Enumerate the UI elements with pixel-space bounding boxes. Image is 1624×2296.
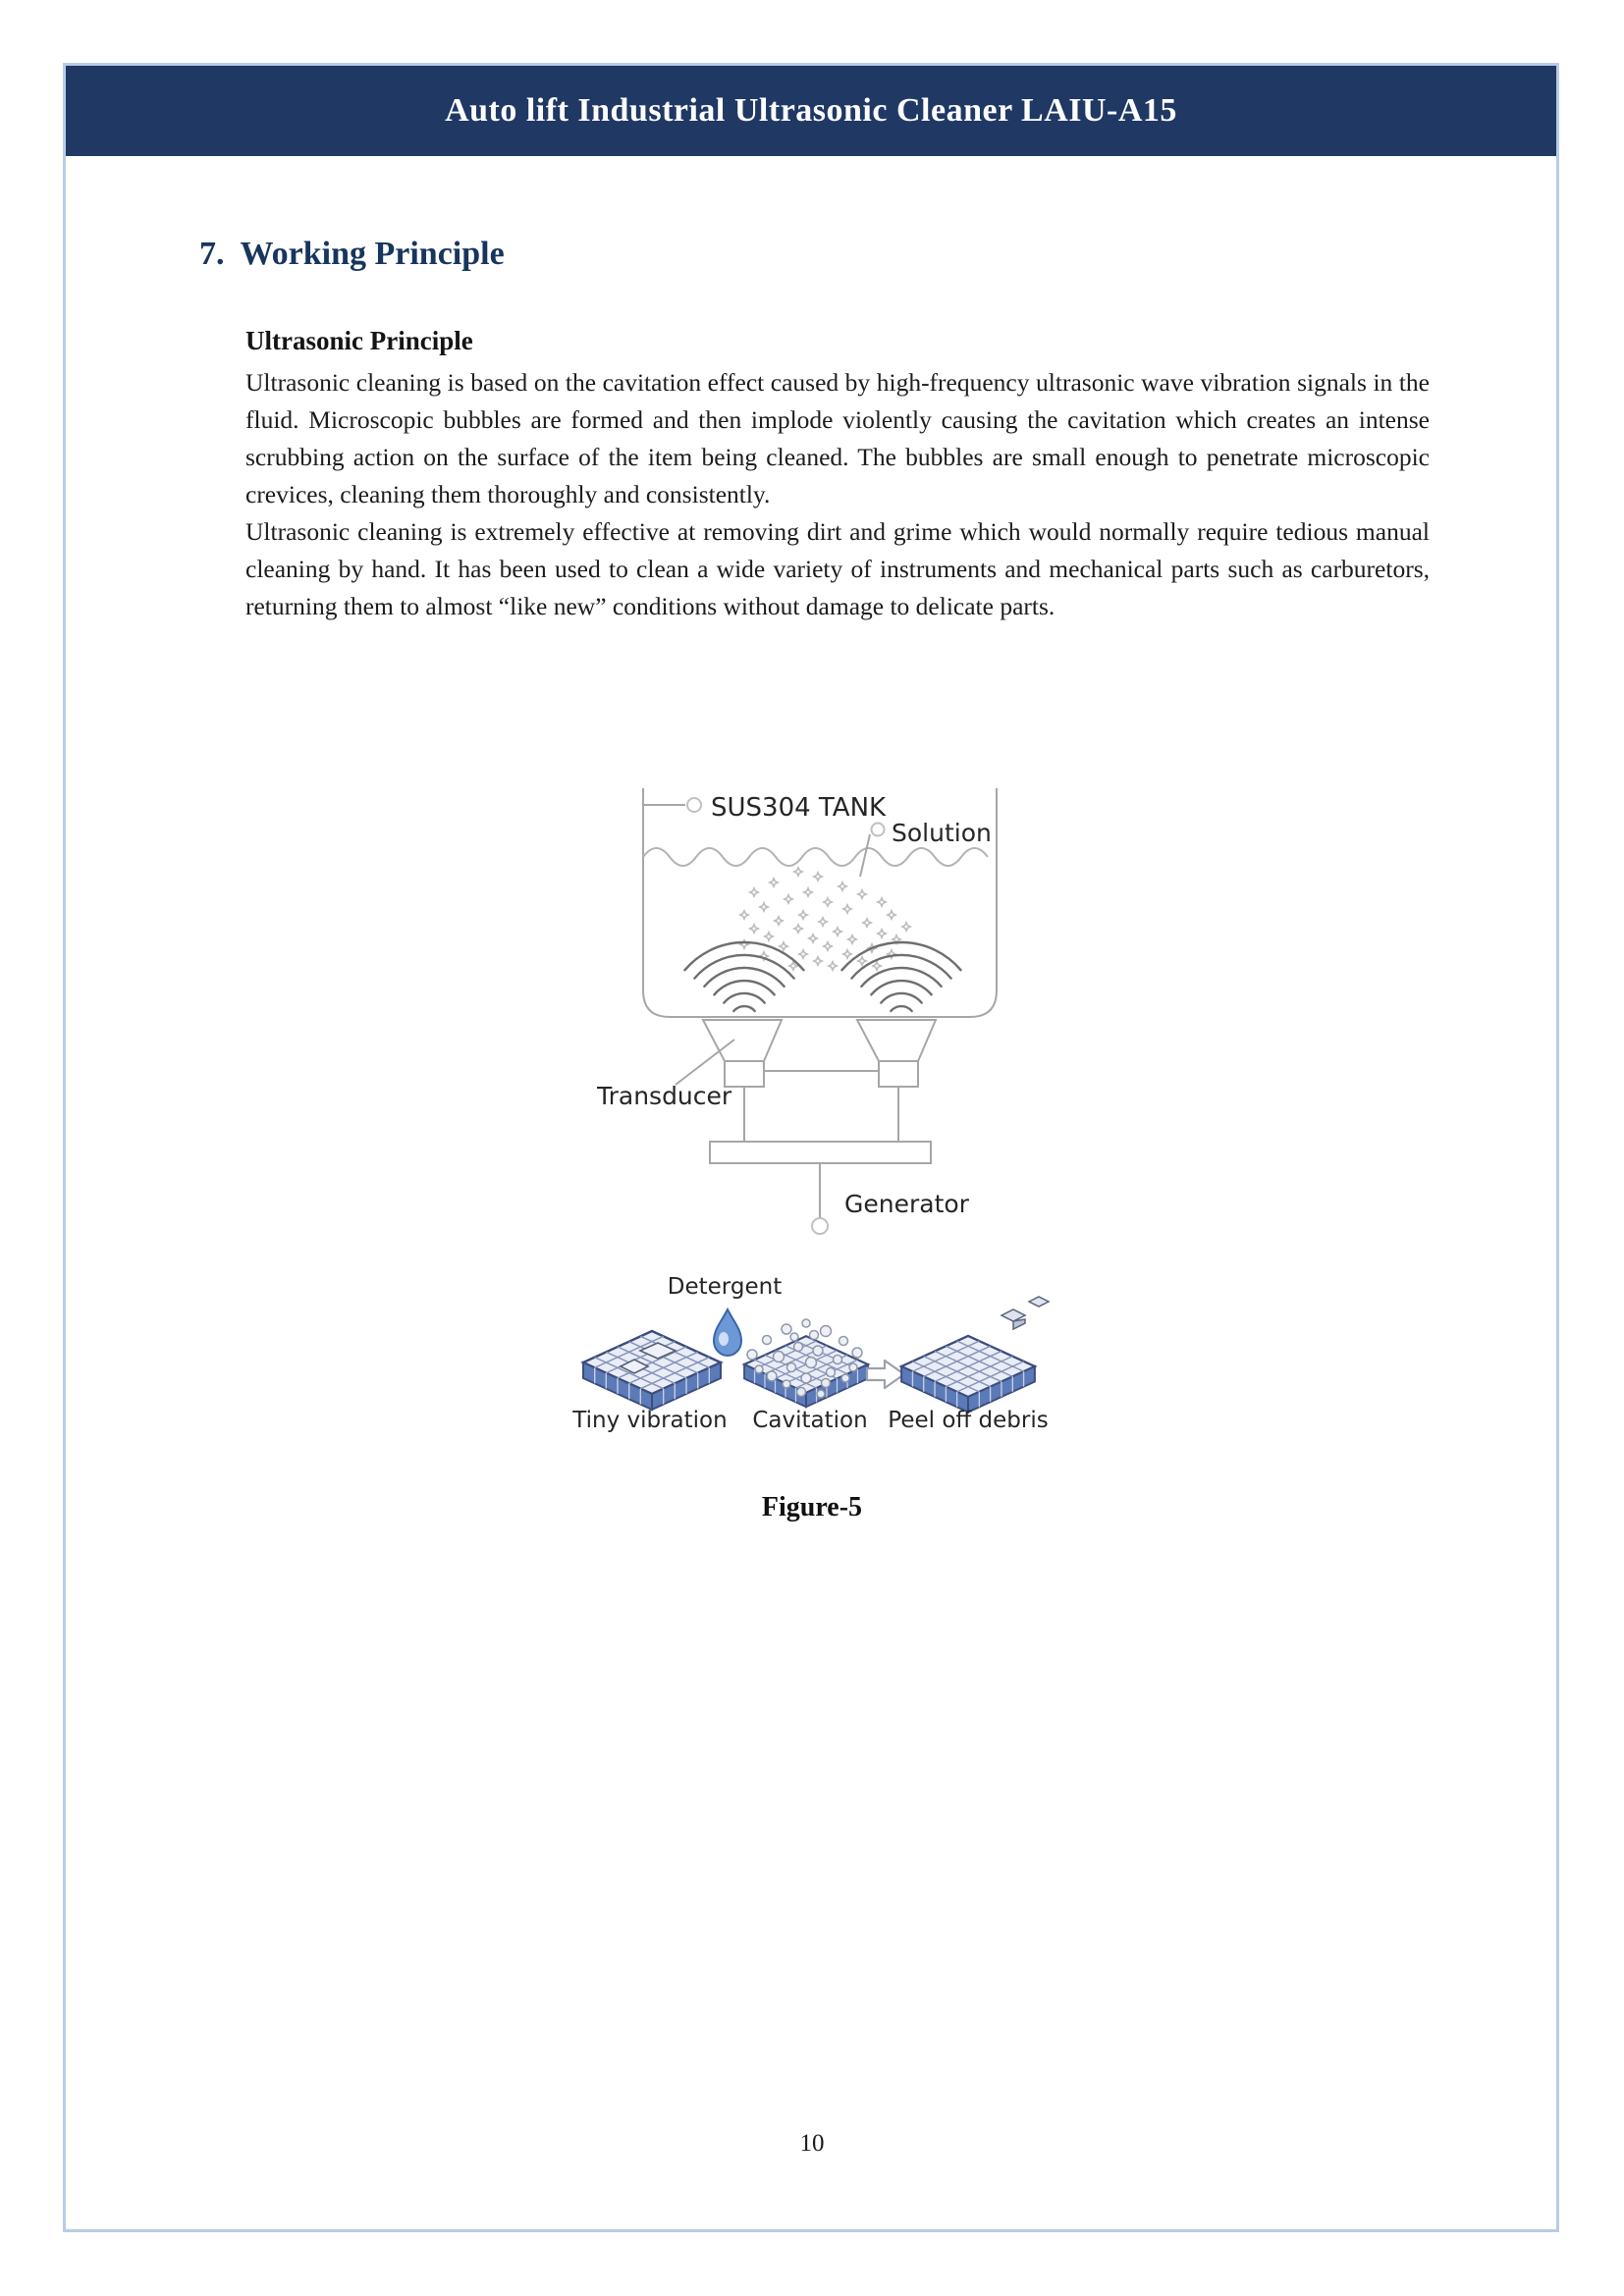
plate-cavitation	[744, 1319, 868, 1407]
ultrasonic-tank-diagram	[597, 778, 1011, 1271]
detergent-droplet-icon	[714, 1309, 741, 1356]
solution-leader-dot	[872, 824, 885, 836]
paragraph-2: Ultrasonic cleaning is extremely effective at removing dirt and grime which would normally require tedious manual cleaning by hand. It has been used to clean a wide variety of instruments and mechanical parts such as carburetors, returning them to almost “like new” conditions without damage to delicate parts.	[245, 517, 1430, 620]
tank-label: SUS304 TANK	[711, 793, 887, 823]
plate-tiny-vibration	[583, 1331, 721, 1410]
solution-surface-wave	[643, 848, 988, 866]
cavitation-bubbles	[740, 868, 910, 970]
transducer-label: Transducer	[597, 1082, 732, 1110]
paragraph-1: Ultrasonic cleaning is based on the cavitation effect caused by high-frequency ultrasonic wave vibration signals in the fluid. Microscopic bubbles are formed and then implode violently causing the cavitation which creates an intense scrubbing action on the surface of the item being cleaned. The bubbles are small enough to penetrate microscopic crevices, cleaning them thoroughly and consistently.	[245, 368, 1430, 508]
generator-label: Generator	[844, 1190, 969, 1218]
header-title: Auto lift Industrial Ultrasonic Cleaner LAIU-A15	[445, 92, 1177, 129]
transducer-horns	[703, 1020, 936, 1087]
plate-peel-off-debris	[901, 1297, 1049, 1413]
figure-caption: Figure-5	[761, 1492, 863, 1522]
ultrasound-waves-right	[842, 942, 961, 1011]
section-heading	[199, 236, 505, 273]
generator-box	[710, 1142, 931, 1163]
generator-terminal	[812, 1218, 828, 1234]
step2-label: Cavitation	[752, 1408, 868, 1433]
solution-label: Solution	[892, 819, 992, 847]
ultrasound-waves-left	[685, 942, 804, 1011]
body-text	[245, 364, 1430, 625]
solution-leader-line	[860, 834, 870, 877]
subsection-heading: Ultrasonic Principle	[245, 326, 473, 355]
tank-leader-dot	[687, 798, 701, 812]
section-number: 7.	[199, 236, 225, 272]
arrow-step2-to-step3	[867, 1361, 904, 1388]
header-bar	[66, 66, 1556, 156]
step1-label: Tiny vibration	[572, 1408, 728, 1433]
page-number: 10	[799, 2130, 825, 2157]
section-title: Working Principle	[240, 236, 505, 272]
detergent-label: Detergent	[667, 1274, 783, 1300]
step3-label: Peel off debris	[888, 1408, 1049, 1433]
cleaning-process-diagram	[568, 1264, 1062, 1449]
